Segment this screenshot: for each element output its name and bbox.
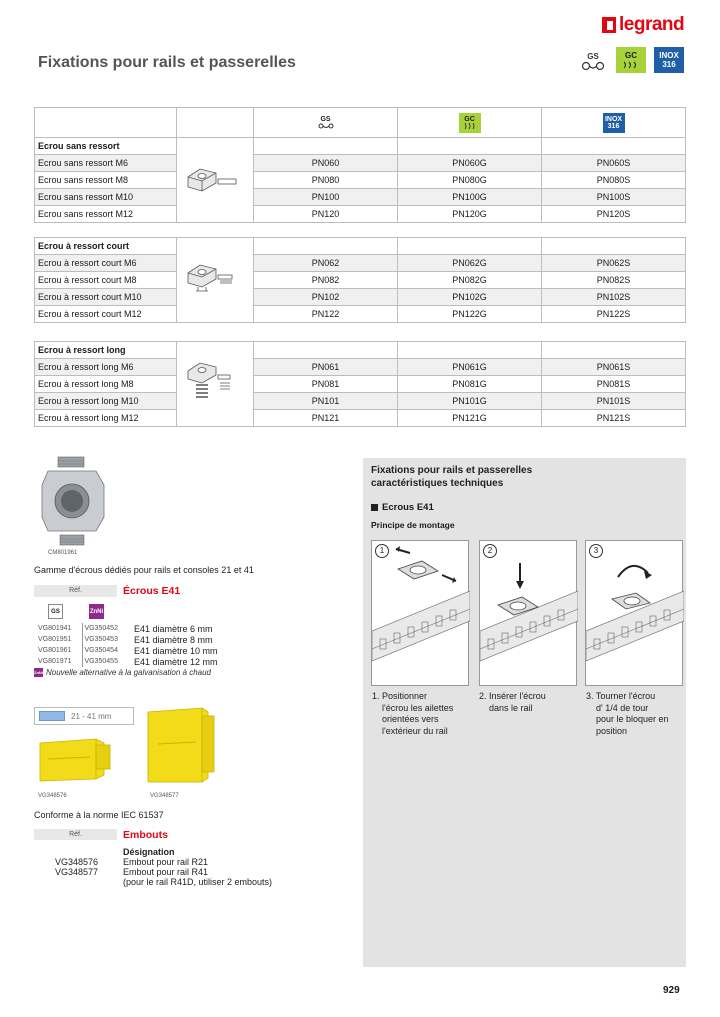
gs-label: GS	[587, 51, 599, 61]
table-row: Ecrou sans ressort M6 PN060 PN060G PN060S	[35, 155, 686, 172]
list-item: VG801951 VG350453 E41 diamètre 8 mm	[38, 634, 213, 645]
step-1-illustration	[372, 541, 470, 687]
table-title-row	[35, 342, 686, 359]
table-ecrou-sans-ressort	[34, 107, 686, 223]
finish-legend	[578, 47, 684, 75]
endcap-r41-caption: VG348577	[150, 793, 179, 799]
table-row: Ecrou sans ressort M8 PN080 PN080G PN080S	[35, 172, 686, 189]
e41-nut-photo	[40, 455, 106, 547]
inox-header-icon: INOX 316	[603, 113, 625, 133]
page-number: 929	[663, 985, 680, 996]
gs-mini-badge: GS	[48, 604, 63, 619]
list-item: VG801941 VG350452 E41 diamètre 6 mm	[38, 623, 213, 634]
table-row: Ecrou à ressort long M12 PN121 PN121G PN121S	[35, 410, 686, 427]
rail-swatch	[39, 711, 65, 721]
list-item: (pour le rail R41D, utiliser 2 embouts)	[123, 877, 273, 887]
montage-step-3	[585, 540, 683, 686]
gc-header-icon: GC	[459, 113, 481, 133]
designation-header: Désignation	[123, 847, 175, 857]
table-row: Ecrou à ressort court M8 PN082 PN082G PN082S	[35, 272, 686, 289]
table-title-row	[35, 238, 686, 255]
inox-badge	[654, 47, 684, 73]
endcap-r21-photo	[34, 733, 114, 785]
table-row: Ecrou à ressort court M6 PN062 PN062G PN062S	[35, 255, 686, 272]
embouts-section-title: Embouts	[123, 829, 168, 841]
gs-badge	[578, 47, 608, 75]
step-3-illustration	[586, 541, 684, 687]
list-item: VG348576	[54, 857, 98, 867]
znni-note-icon: ZnNi	[34, 670, 43, 675]
product-image	[177, 138, 254, 223]
panel-title: Fixations pour rails et passerelles caractéristiques techniques	[371, 465, 533, 489]
panel-subtitle-2: Principe de montage	[371, 520, 455, 530]
table-row: Ecrou à ressort court M10 PN102 PN102G PN102S	[35, 289, 686, 306]
nut-long-spring-icon	[180, 353, 250, 413]
step-3-caption: 3. Tourner l'écrou d' 1/4 de tour pour le bloquer en position	[586, 691, 669, 736]
table-row: Ecrou à ressort long M6 PN061 PN061G PN061S	[35, 359, 686, 376]
list-item: VG801961 VG350454 E41 diamètre 10 mm	[38, 645, 218, 656]
square-bullet-icon	[371, 504, 378, 511]
legrand-logo	[602, 14, 684, 36]
step-1-caption: 1. Positionner l'écrou les ailettes orientées vers l'extérieur du rail	[372, 691, 454, 736]
rail-range-text: 21 - 41 mm	[71, 711, 112, 721]
list-item: Embout pour rail R21	[123, 857, 209, 867]
table-header-row	[35, 108, 686, 138]
montage-step-2	[479, 540, 577, 686]
table-row: Ecrou à ressort court M12 PN122 PN122G PN122S	[35, 306, 686, 323]
step-number: 2	[483, 544, 497, 558]
legrand-logo-mark	[602, 17, 616, 33]
e41-ref-header: Réf.	[34, 585, 117, 597]
table-title: Ecrou à ressort court	[35, 238, 177, 255]
e41-finish-badges	[48, 604, 104, 619]
step-2-caption: 2. Insérer l'écrou dans le rail	[479, 691, 546, 713]
e41-intro: Gamme d'écrous dédiés pour rails et consoles 21 et 41	[34, 565, 254, 575]
endcap-r41-photo	[144, 704, 218, 786]
table-row: Ecrou sans ressort M10 PN100 PN100G PN100S	[35, 189, 686, 206]
panel-subtitle: Ecrous E41	[371, 502, 434, 513]
embouts-designations	[123, 847, 272, 887]
montage-step-1	[371, 540, 469, 686]
table-title: Ecrou à ressort long	[35, 342, 177, 359]
inox-grade: 316	[662, 60, 676, 69]
e41-section-title: Écrous E41	[123, 585, 181, 597]
embouts-refs	[34, 857, 98, 877]
table-title: Ecrou sans ressort	[35, 138, 177, 155]
list-item: Embout pour rail R41	[123, 867, 209, 877]
e41-product-list	[36, 623, 220, 667]
embouts-ref-header: Réf.	[34, 829, 117, 840]
table-row: Ecrou sans ressort M12 PN120 PN120G PN120S	[35, 206, 686, 223]
step-number: 3	[589, 544, 603, 558]
e41-photo-caption: CM801961	[48, 550, 78, 556]
product-image	[177, 238, 254, 323]
endcap-r21-caption: VG348576	[38, 793, 67, 799]
nut-short-spring-icon	[180, 249, 250, 309]
table-title-row	[35, 138, 686, 155]
list-item: VG801971 VG350455 E41 diamètre 12 mm	[38, 656, 218, 667]
znni-note	[34, 668, 211, 677]
step-number: 1	[375, 544, 389, 558]
gs-header-icon: GS	[315, 113, 337, 133]
norm-text: Conforme à la norme IEC 61537	[34, 810, 164, 820]
table-ecrou-ressort-long	[34, 341, 686, 427]
list-item: VG348577	[54, 867, 98, 877]
znni-note-text: Nouvelle alternative à la galvanisation à chaud	[46, 668, 211, 677]
gc-label: GC	[625, 50, 637, 60]
nut-without-spring-icon	[180, 149, 250, 209]
znni-mini-badge: ZnNi	[89, 604, 104, 619]
product-image	[177, 342, 254, 427]
gc-icon	[622, 60, 640, 70]
inox-label: INOX	[659, 51, 679, 60]
table-ecrou-ressort-court	[34, 237, 686, 323]
table-row: Ecrou à ressort long M10 PN101 PN101G PN101S	[35, 393, 686, 410]
gc-badge	[616, 47, 646, 73]
legrand-logo-text: legrand	[619, 14, 685, 35]
step-2-illustration	[480, 541, 578, 687]
gs-icon	[581, 61, 605, 71]
table-row: Ecrou à ressort long M8 PN081 PN081G PN081S	[35, 376, 686, 393]
page-title: Fixations pour rails et passerelles	[38, 54, 296, 71]
rail-range-badge	[34, 707, 134, 725]
